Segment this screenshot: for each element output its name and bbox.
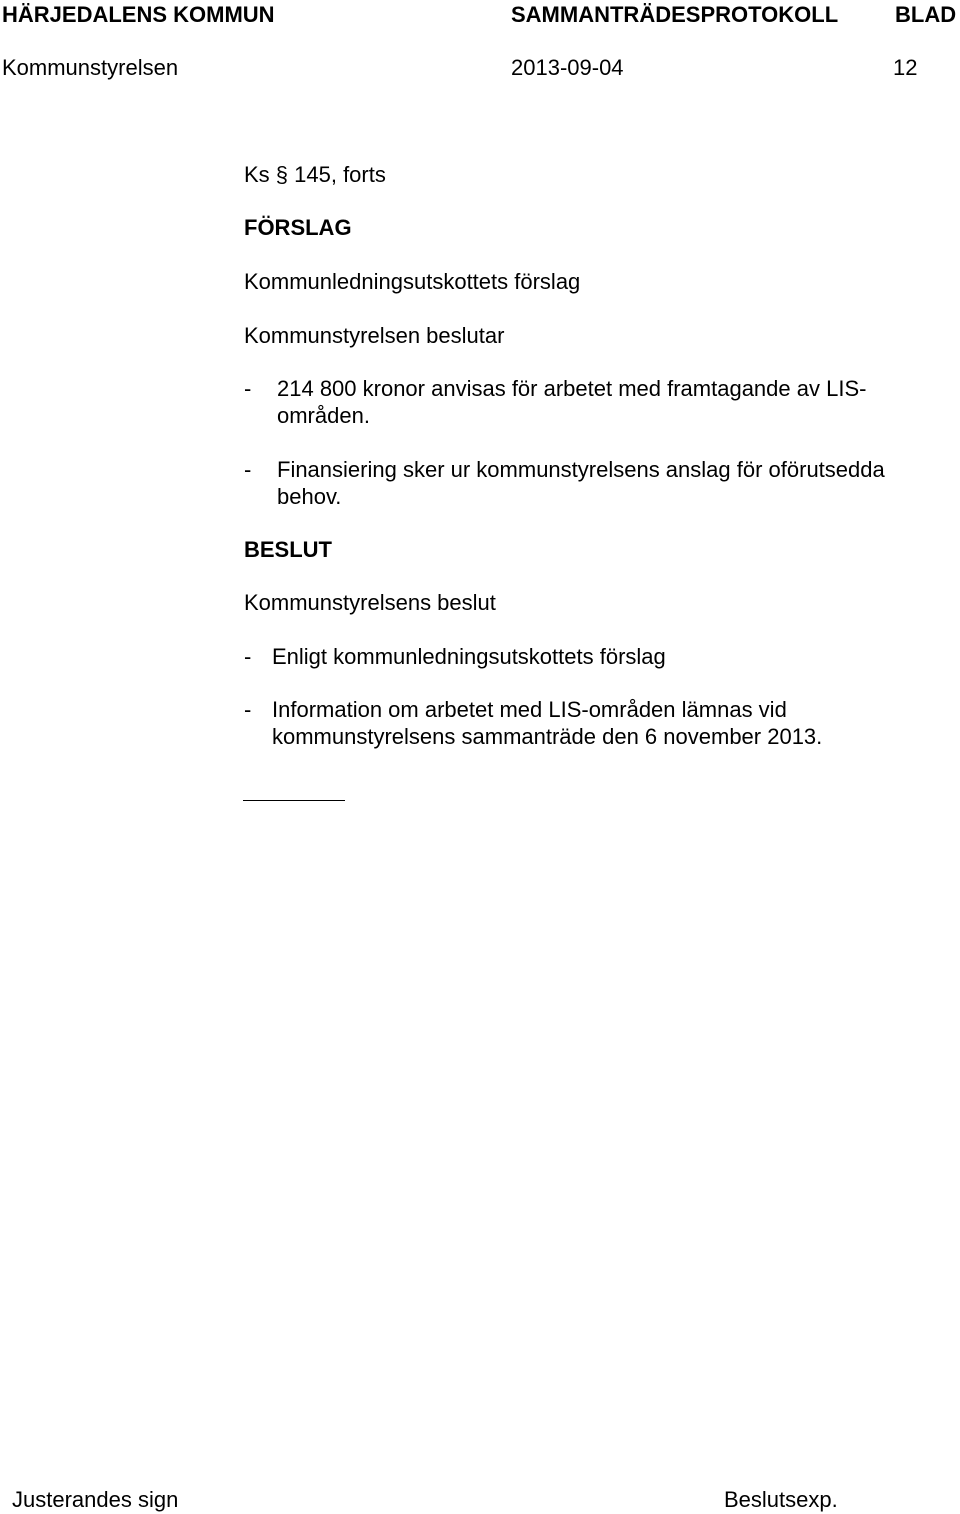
bullet-dash: - (244, 376, 252, 401)
bullet-dash: - (244, 697, 252, 722)
decision-intro: Kommunstyrelsens beslut (244, 590, 496, 615)
document-type: SAMMANTRÄDESPROTOKOLL (511, 2, 839, 27)
page-number: 12 (893, 55, 918, 80)
bullet-dash: - (244, 644, 252, 669)
meeting-date: 2013-09-04 (511, 55, 624, 80)
sheet-label: BLAD (895, 2, 957, 27)
decision-heading: BESLUT (244, 537, 332, 562)
extract-label: Beslutsexp. (724, 1487, 838, 1512)
sign-label: Justerandes sign (12, 1487, 179, 1512)
decision-item-line: Enligt kommunledningsutskottets förslag (272, 644, 666, 669)
case-reference: Ks § 145, forts (244, 162, 386, 187)
section-end-rule (243, 800, 345, 801)
proposal-item-line: områden. (277, 403, 370, 428)
bullet-dash: - (244, 457, 252, 482)
proposal-item (244, 457, 934, 511)
proposal-intro: Kommunstyrelsen beslutar (244, 323, 505, 348)
decision-item (244, 644, 924, 671)
proposal-item (244, 376, 924, 430)
proposal-item-line: 214 800 kronor anvisas för arbetet med framtagande av LIS- (277, 376, 867, 401)
proposal-heading: FÖRSLAG (244, 215, 352, 240)
municipality-name: HÄRJEDALENS KOMMUN (2, 2, 275, 27)
proposal-item-line: behov. (277, 484, 342, 509)
body-name: Kommunstyrelsen (2, 55, 179, 80)
decision-item-line: Information om arbetet med LIS-områden lämnas vid (272, 697, 787, 722)
proposal-source: Kommunledningsutskottets förslag (244, 269, 581, 294)
decision-item (244, 697, 924, 751)
decision-item-line: kommunstyrelsens sammanträde den 6 november 2013. (272, 724, 823, 749)
proposal-item-line: Finansiering sker ur kommunstyrelsens anslag för oförutsedda (277, 457, 885, 482)
